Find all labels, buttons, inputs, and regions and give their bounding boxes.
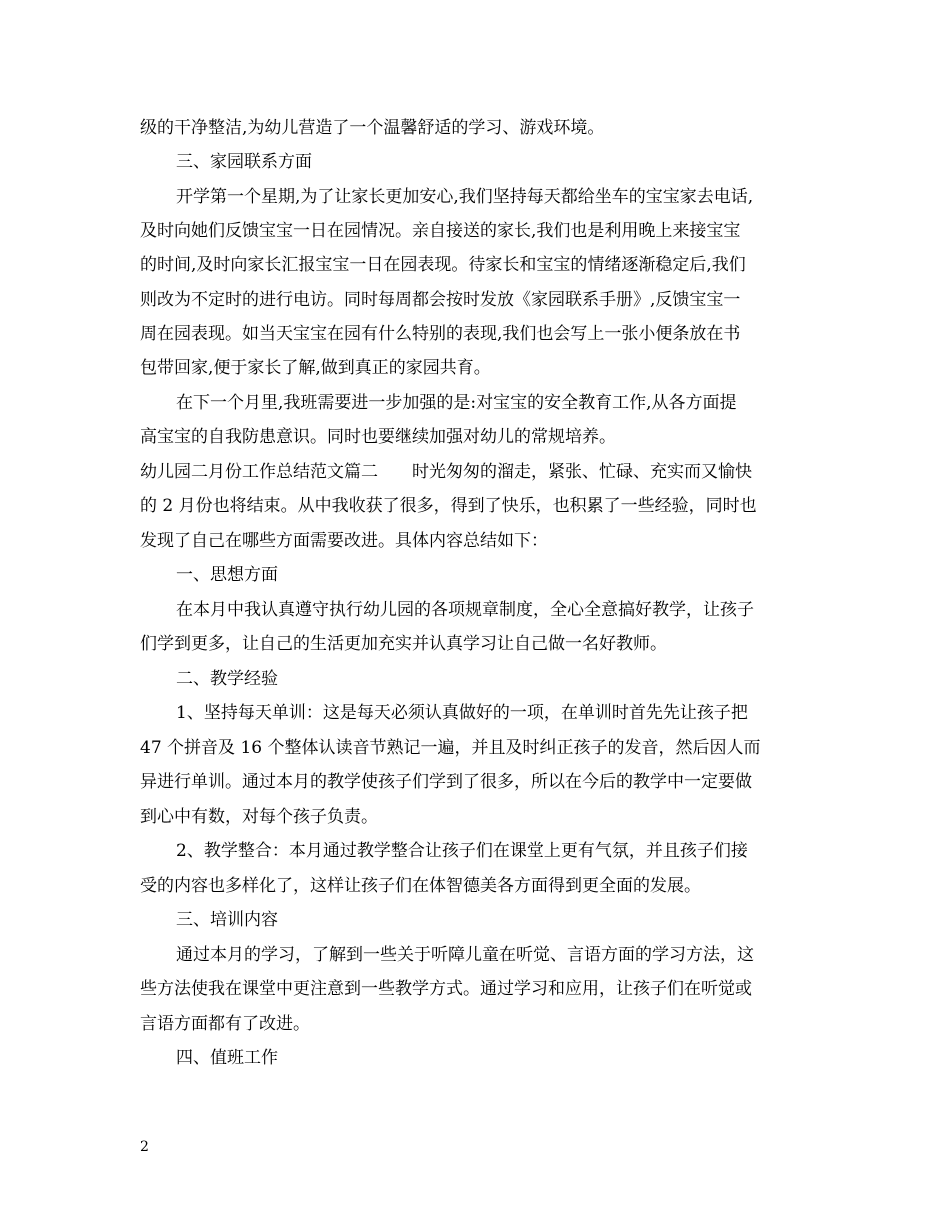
section-heading: 四、值班工作 xyxy=(176,1048,278,1068)
text-line: 些方法使我在课堂中更注意到一些教学方式。通过学习和应用，让孩子们在听觉或 xyxy=(140,979,752,999)
section-heading: 二、教学经验 xyxy=(176,669,278,689)
text-line: 言语方面都有了改进。 xyxy=(140,1014,310,1034)
article-title-line: 幼儿园二月份工作总结范文篇二 时光匆匆的溜走，紧张、忙碌、充实而又愉快 xyxy=(140,462,752,482)
text-line: 通过本月的学习，了解到一些关于听障儿童在听觉、言语方面的学习方法，这 xyxy=(176,945,754,965)
text-line: 的 2 月份也将结束。从中我收获了很多，得到了快乐，也积累了一些经验，同时也 xyxy=(140,496,757,516)
text-line: 包带回家,便于家长了解,做到真正的家园共育。 xyxy=(140,358,491,378)
section-heading: 三、家园联系方面 xyxy=(176,152,312,172)
text-line: 到心中有数，对每个孩子负责。 xyxy=(140,807,378,827)
text-line: 1、坚持每天单训：这是每天必须认真做好的一项，在单训时首先先让孩子把 xyxy=(176,703,748,723)
text-line: 周在园表现。如当天宝宝在园有什么特别的表现,我们也会写上一张小便条放在书 xyxy=(140,324,741,344)
text-line: 在本月中我认真遵守执行幼儿园的各项规章制度，全心全意搞好教学，让孩子 xyxy=(176,600,754,620)
section-heading: 三、培训内容 xyxy=(176,910,278,930)
text-line: 受的内容也多样化了，这样让孩子们在体智德美各方面得到更全面的发展。 xyxy=(140,876,701,896)
text-line: 异进行单训。通过本月的教学使孩子们学到了很多，所以在今后的教学中一定要做 xyxy=(140,772,752,792)
text-line: 级的干净整洁,为幼儿营造了一个温馨舒适的学习、游戏环境。 xyxy=(140,118,605,138)
text-line: 在下一个月里,我班需要进一步加强的是:对宝宝的安全教育工作,从各方面提 xyxy=(176,393,737,413)
section-heading: 一、思想方面 xyxy=(176,565,278,585)
text-line: 高宝宝的自我防患意识。同时也要继续加强对幼儿的常规培养。 xyxy=(140,427,616,447)
text-line: 47 个拼音及 16 个整体认读音节熟记一遍，并且及时纠正孩子的发音，然后因人而 xyxy=(140,738,761,758)
text-line: 及时向她们反馈宝宝一日在园情况。亲自接送的家长,我们也是利用晚上来接宝宝 xyxy=(140,221,741,241)
text-line: 开学第一个星期,为了让家长更加安心,我们坚持每天都给坐车的宝宝家去电话, xyxy=(176,187,754,207)
page-number: 2 xyxy=(140,1139,149,1155)
text-line: 则改为不定时的进行电访。同时每周都会按时发放《家园联系手册》,反馈宝宝一 xyxy=(140,290,741,310)
text-line: 的时间,及时向家长汇报宝宝一日在园表现。待家长和宝宝的情绪逐渐稳定后,我们 xyxy=(140,255,746,275)
text-line: 发现了自己在哪些方面需要改进。具体内容总结如下： xyxy=(140,531,548,551)
text-line: 2、教学整合：本月通过教学整合让孩子们在课堂上更有气氛，并且孩子们接 xyxy=(176,841,748,861)
text-line: 们学到更多，让自己的生活更加充实并认真学习让自己做一名好教师。 xyxy=(140,634,667,654)
